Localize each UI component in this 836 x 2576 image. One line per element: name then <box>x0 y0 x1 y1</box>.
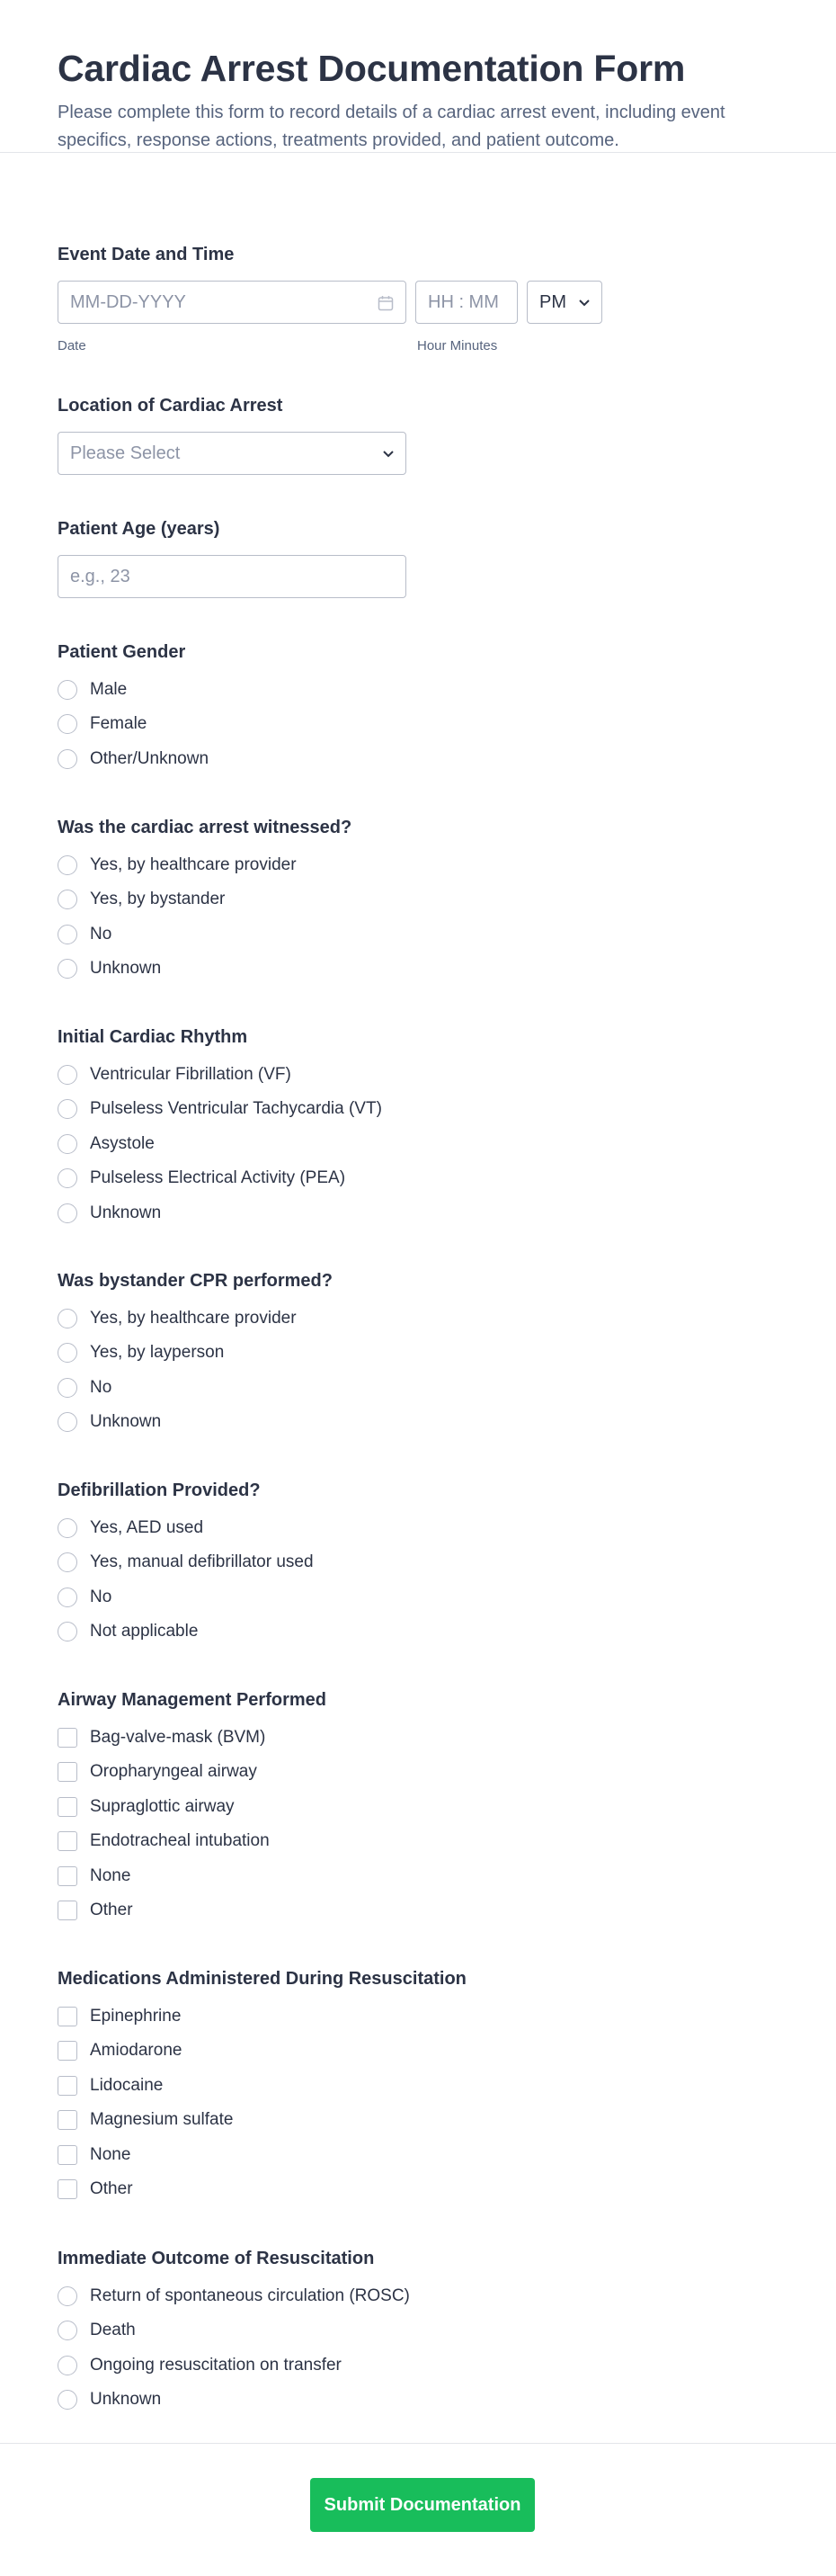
airway-option[interactable] <box>58 1828 270 1855</box>
radio-button[interactable] <box>58 1622 77 1641</box>
radio-button[interactable] <box>58 959 77 979</box>
option-label: Death <box>90 2321 136 2339</box>
radio-button[interactable] <box>58 1065 77 1085</box>
radio-button[interactable] <box>58 855 77 875</box>
age-label: Patient Age (years) <box>58 519 220 539</box>
radio-button[interactable] <box>58 1343 77 1363</box>
defib-option[interactable] <box>58 1584 111 1611</box>
checkbox[interactable] <box>58 1831 77 1851</box>
checkbox[interactable] <box>58 1797 77 1817</box>
option-label: Yes, by healthcare provider <box>90 1309 297 1328</box>
option-label: Lidocaine <box>90 2076 164 2095</box>
radio-button[interactable] <box>58 1309 77 1328</box>
meds-option[interactable] <box>58 2176 133 2203</box>
meds-option[interactable] <box>58 2037 182 2064</box>
page-description: Please complete this form to record details of a cardiac arrest event, including event specifics, response actions, treatments provided, and patient outcome. <box>58 103 725 150</box>
calendar-icon[interactable] <box>378 295 394 311</box>
meds-option[interactable] <box>58 2072 163 2099</box>
meds-field <box>58 1967 777 2210</box>
option-label: Female <box>90 714 147 733</box>
option-label: Epinephrine <box>90 2007 182 2026</box>
cpr-option[interactable] <box>58 1305 297 1332</box>
witnessed-option[interactable] <box>58 852 297 879</box>
witnessed-label: Was the cardiac arrest witnessed? <box>58 818 352 837</box>
event-datetime-field <box>58 243 777 360</box>
radio-button[interactable] <box>58 2390 77 2410</box>
rhythm-field <box>58 1025 777 1232</box>
checkbox[interactable] <box>58 1901 77 1920</box>
option-label: Magnesium sulfate <box>90 2110 234 2129</box>
rhythm-label: Initial Cardiac Rhythm <box>58 1027 248 1047</box>
option-label: Bag-valve-mask (BVM) <box>90 1728 266 1747</box>
airway-option[interactable] <box>58 1724 265 1751</box>
option-label: No <box>90 1378 112 1397</box>
airway-option[interactable] <box>58 1897 133 1924</box>
defib-field <box>58 1479 777 1650</box>
submit-button[interactable]: Submit Documentation <box>310 2478 535 2532</box>
option-label: Other/Unknown <box>90 749 209 768</box>
outcome-label: Immediate Outcome of Resuscitation <box>58 2249 375 2268</box>
defib-option[interactable] <box>58 1618 198 1645</box>
option-label: Ongoing resuscitation on transfer <box>90 2356 342 2375</box>
radio-button[interactable] <box>58 1134 77 1154</box>
radio-button[interactable] <box>58 2356 77 2375</box>
radio-button[interactable] <box>58 1518 77 1538</box>
checkbox[interactable] <box>58 2007 77 2026</box>
meds-label: Medications Administered During Resuscitation <box>58 1969 467 1989</box>
option-label: Oropharyngeal airway <box>90 1762 257 1781</box>
radio-button[interactable] <box>58 1203 77 1223</box>
rhythm-option[interactable] <box>58 1061 291 1088</box>
location-select[interactable] <box>58 432 406 475</box>
meds-option[interactable] <box>58 2142 130 2169</box>
checkbox[interactable] <box>58 2145 77 2165</box>
option-label: Ventricular Fibrillation (VF) <box>90 1065 291 1084</box>
age-placeholder: e.g., 23 <box>70 567 130 586</box>
option-label: Yes, by layperson <box>90 1343 225 1362</box>
cpr-option[interactable] <box>58 1339 224 1366</box>
option-label: Yes, by bystander <box>90 890 226 908</box>
radio-button[interactable] <box>58 1552 77 1572</box>
defib-label: Defibrillation Provided? <box>58 1480 261 1500</box>
ampm-select[interactable] <box>527 281 602 324</box>
option-label: Yes, by healthcare provider <box>90 855 297 874</box>
time-input[interactable] <box>415 281 518 324</box>
checkbox[interactable] <box>58 1866 77 1886</box>
option-label: Unknown <box>90 2390 162 2409</box>
defib-option[interactable] <box>58 1515 203 1542</box>
option-label: Unknown <box>90 1203 162 1222</box>
location-placeholder: Please Select <box>70 443 181 463</box>
outcome-option[interactable] <box>58 2283 410 2310</box>
gender-label: Patient Gender <box>58 642 186 662</box>
option-label: Male <box>90 680 128 699</box>
option-label: Pulseless Electrical Activity (PEA) <box>90 1168 346 1187</box>
date-sublabel: Date <box>58 338 86 353</box>
airway-option[interactable] <box>58 1758 257 1785</box>
option-label: Pulseless Ventricular Tachycardia (VT) <box>90 1099 382 1118</box>
gender-option[interactable] <box>58 746 209 773</box>
option-label: Other <box>90 2179 133 2198</box>
radio-button[interactable] <box>58 1588 77 1607</box>
option-label: Yes, AED used <box>90 1518 204 1537</box>
gender-option[interactable] <box>58 711 147 738</box>
witnessed-option[interactable] <box>58 921 111 948</box>
option-label: Unknown <box>90 959 162 978</box>
cpr-option[interactable] <box>58 1374 111 1401</box>
cpr-option[interactable] <box>58 1409 161 1436</box>
radio-button[interactable] <box>58 1378 77 1398</box>
option-label: Yes, manual defibrillator used <box>90 1552 314 1571</box>
form-header <box>0 0 836 153</box>
event-datetime-label: Event Date and Time <box>58 245 235 264</box>
outcome-field <box>58 2247 777 2418</box>
radio-button[interactable] <box>58 890 77 909</box>
time-placeholder: HH : MM <box>428 292 499 312</box>
checkbox[interactable] <box>58 2179 77 2199</box>
option-label: No <box>90 1588 112 1606</box>
cpr-field <box>58 1269 777 1440</box>
location-field <box>58 394 777 484</box>
checkbox[interactable] <box>58 1728 77 1748</box>
location-label: Location of Cardiac Arrest <box>58 396 283 416</box>
ampm-value: PM <box>539 292 566 312</box>
witnessed-option[interactable] <box>58 886 225 913</box>
checkbox[interactable] <box>58 2110 77 2130</box>
airway-option[interactable] <box>58 1863 130 1890</box>
form-footer <box>0 2443 836 2576</box>
meds-option[interactable] <box>58 2106 233 2133</box>
rhythm-option[interactable] <box>58 1096 382 1123</box>
option-label: Unknown <box>90 1412 162 1431</box>
checkbox[interactable] <box>58 2041 77 2061</box>
radio-button[interactable] <box>58 714 77 734</box>
option-label: Amiodarone <box>90 2041 182 2060</box>
date-placeholder: MM-DD-YYYY <box>70 292 186 312</box>
cpr-label: Was bystander CPR performed? <box>58 1271 333 1291</box>
rhythm-option[interactable] <box>58 1165 345 1192</box>
page-title: Cardiac Arrest Documentation Form <box>58 48 686 89</box>
date-input[interactable] <box>58 281 406 324</box>
gender-option[interactable] <box>58 676 127 703</box>
chevron-down-icon <box>382 450 395 459</box>
rhythm-option[interactable] <box>58 1200 161 1227</box>
checkbox[interactable] <box>58 1762 77 1782</box>
airway-option[interactable] <box>58 1793 235 1820</box>
radio-button[interactable] <box>58 2321 77 2340</box>
radio-button[interactable] <box>58 925 77 944</box>
rhythm-option[interactable] <box>58 1131 155 1158</box>
radio-button[interactable] <box>58 2286 77 2306</box>
option-label: None <box>90 2145 131 2164</box>
airway-label: Airway Management Performed <box>58 1690 326 1710</box>
age-input[interactable] <box>58 555 406 598</box>
option-label: Endotracheal intubation <box>90 1831 270 1850</box>
meds-option[interactable] <box>58 2003 181 2030</box>
option-label: Supraglottic airway <box>90 1797 235 1816</box>
witnessed-option[interactable] <box>58 955 161 982</box>
option-label: Asystole <box>90 1134 155 1153</box>
time-sublabel: Hour Minutes <box>417 338 498 353</box>
checkbox[interactable] <box>58 2076 77 2096</box>
age-field <box>58 517 777 607</box>
radio-button[interactable] <box>58 1099 77 1119</box>
radio-button[interactable] <box>58 680 77 700</box>
witnessed-field <box>58 816 777 987</box>
outcome-option[interactable] <box>58 2317 136 2344</box>
option-label: No <box>90 925 112 944</box>
radio-button[interactable] <box>58 749 77 769</box>
radio-button[interactable] <box>58 1168 77 1188</box>
radio-button[interactable] <box>58 1412 77 1432</box>
option-label: Other <box>90 1901 133 1919</box>
option-label: Not applicable <box>90 1622 199 1641</box>
option-label: Return of spontaneous circulation (ROSC) <box>90 2286 410 2305</box>
outcome-option[interactable] <box>58 2352 342 2379</box>
option-label: None <box>90 1866 131 1885</box>
gender-field <box>58 640 777 775</box>
outcome-option[interactable] <box>58 2386 161 2413</box>
airway-field <box>58 1688 777 1931</box>
defib-option[interactable] <box>58 1549 314 1576</box>
chevron-down-icon <box>578 299 591 308</box>
